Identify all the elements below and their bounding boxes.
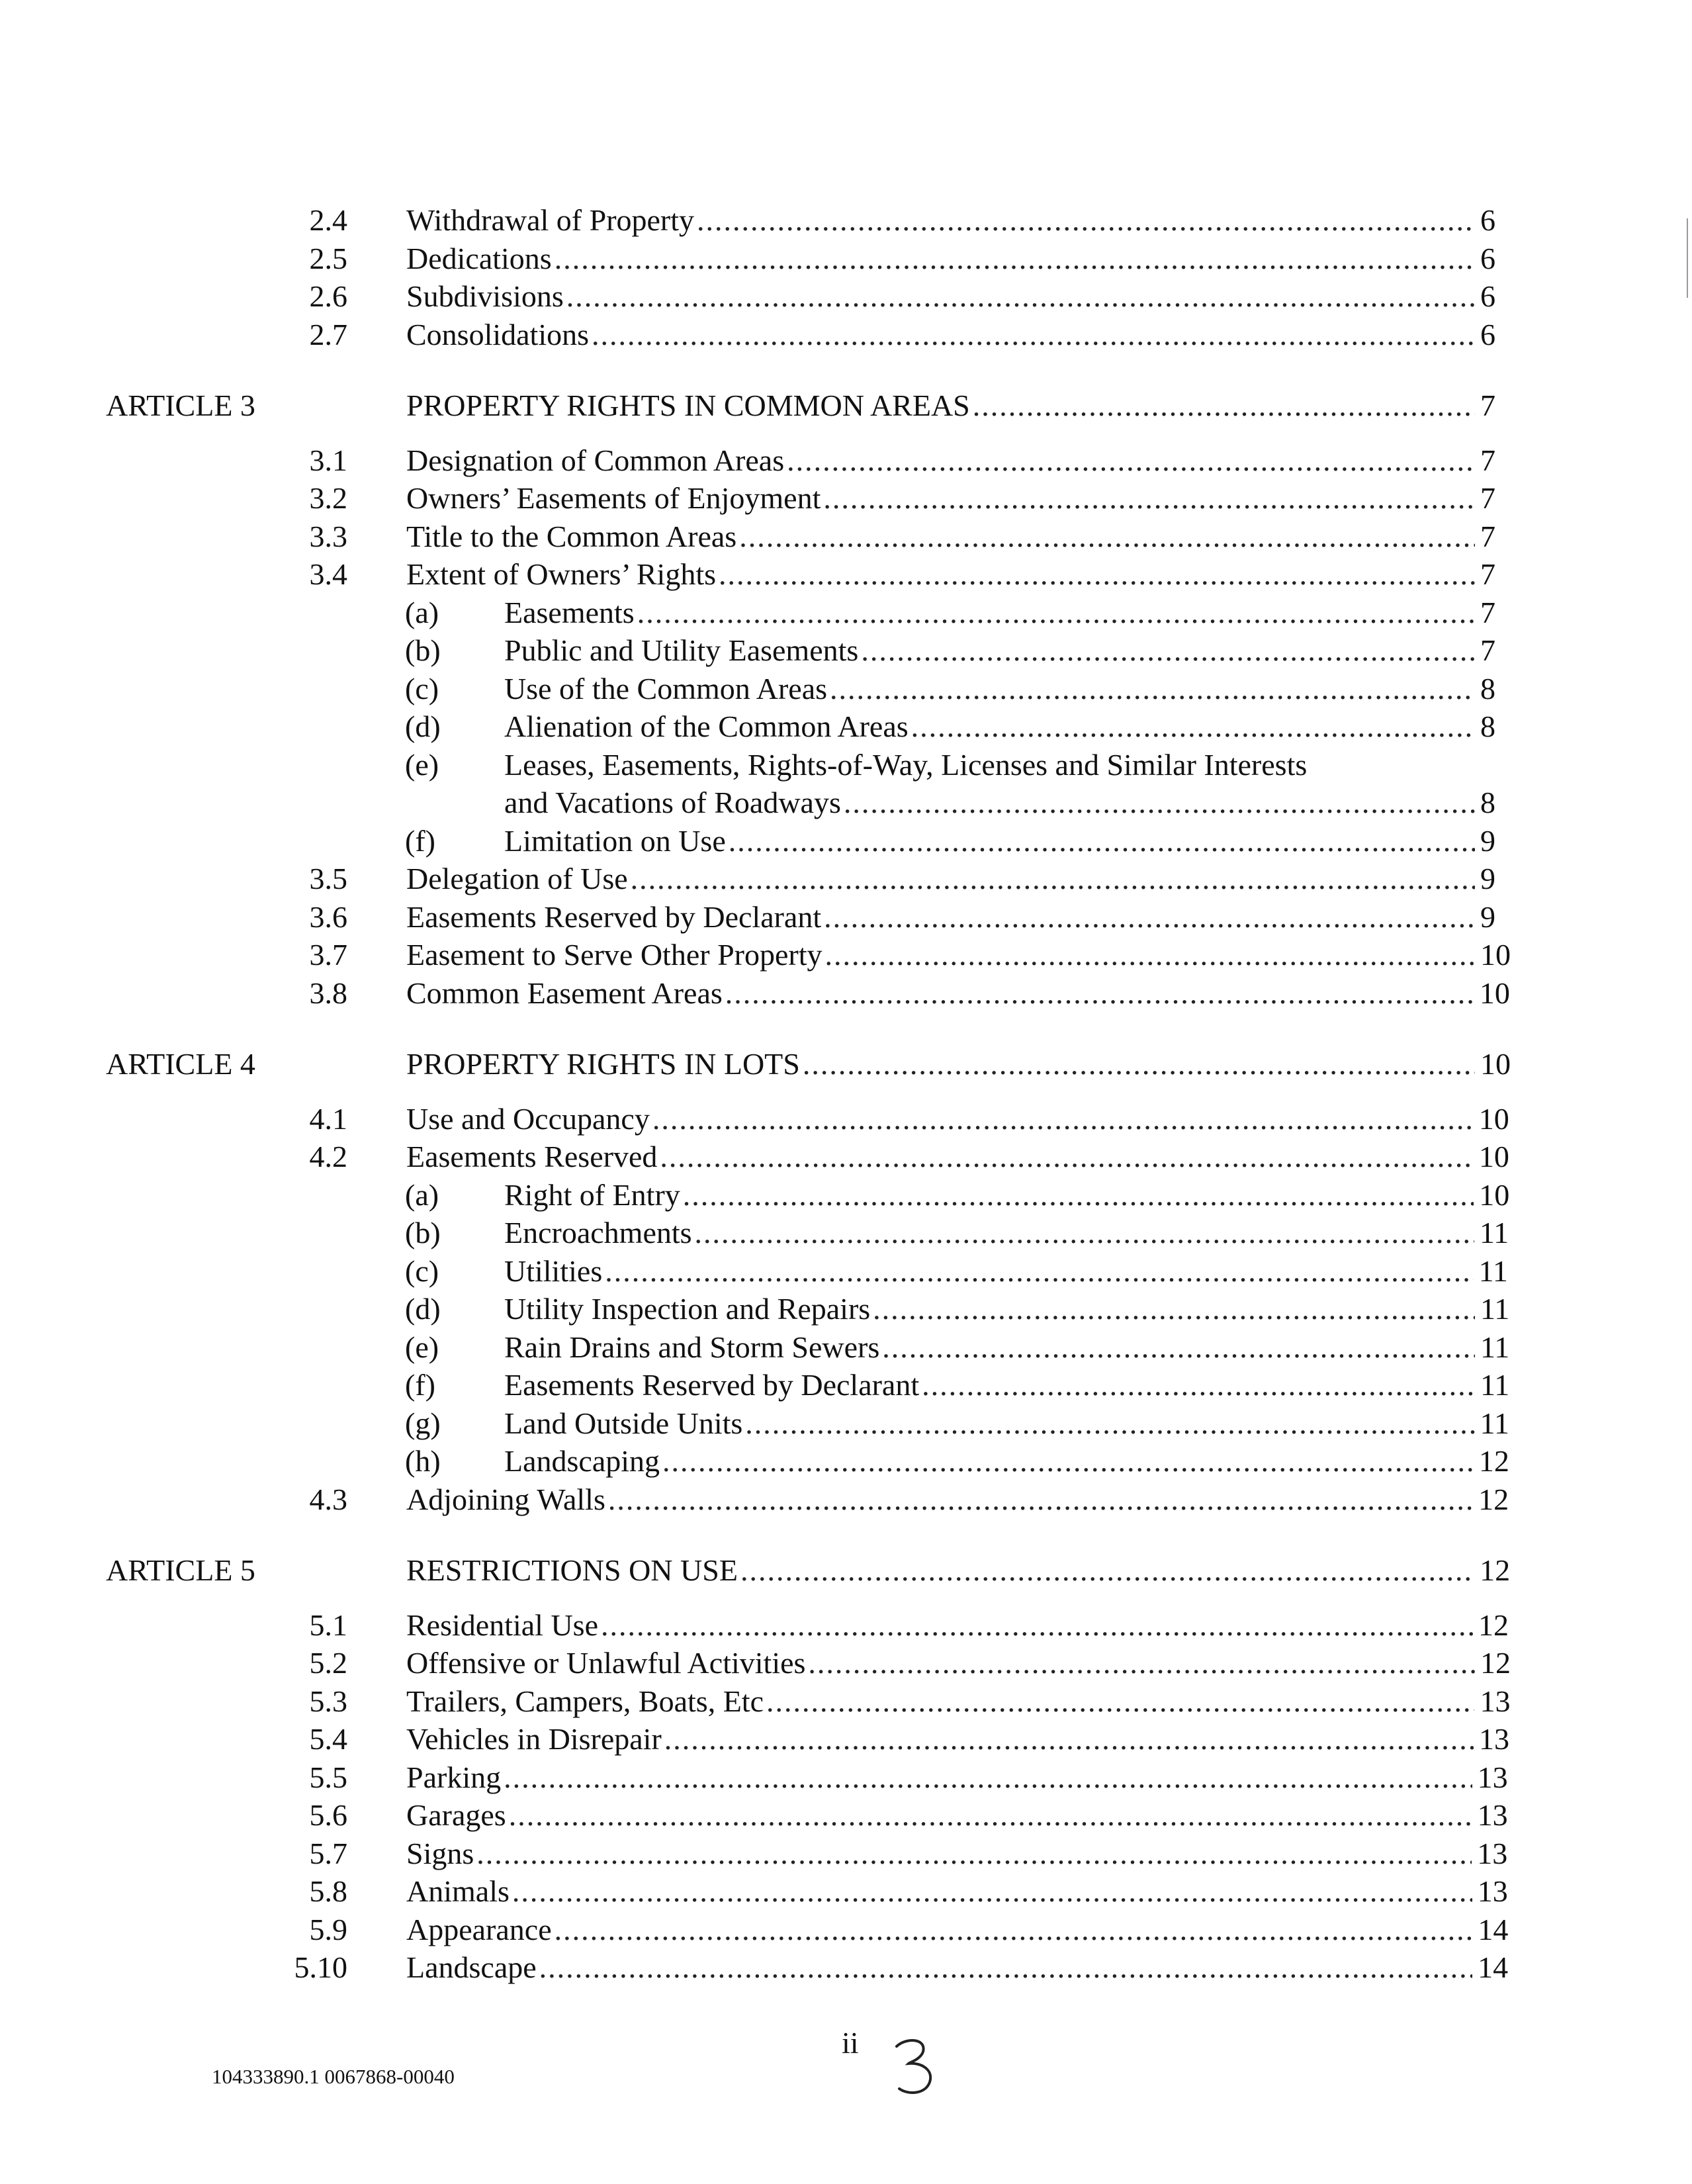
toc-entry-title: Easement to Serve Other Property (406, 938, 823, 972)
toc-entry-number: (h) (405, 1444, 441, 1478)
toc-entry-number: 3.7 (309, 938, 347, 972)
toc-entry-number: 3.5 (309, 862, 347, 895)
toc-section-row (0, 1758, 1692, 1797)
toc-entry-number: (e) (405, 1330, 439, 1364)
toc-entry-number: (b) (405, 1216, 441, 1250)
dot-leader (695, 1213, 1474, 1253)
toc-entry-page: 12 (1478, 1608, 1509, 1642)
toc-entry-title: Easements Reserved (406, 1140, 658, 1173)
toc-entry-page: 6 (1480, 241, 1495, 275)
toc-entry-title: Limitation on Use (504, 823, 726, 858)
toc-section-row (0, 315, 1692, 355)
toc-entry-page: 7 (1480, 557, 1495, 591)
toc-entry[interactable] (406, 1872, 1508, 1911)
toc-entry[interactable] (504, 1365, 1510, 1405)
toc-article-row (0, 1551, 1692, 1590)
toc-entry-page: 8 (1480, 671, 1495, 705)
toc-section-row (0, 974, 1692, 1013)
toc-entry-number: (d) (405, 709, 441, 743)
dot-leader (824, 935, 1475, 975)
toc-entry[interactable] (406, 517, 1495, 557)
dot-leader (861, 631, 1475, 670)
toc-subsection-row (0, 1175, 1692, 1215)
toc-entry-number: (d) (405, 1292, 441, 1326)
toc-entry[interactable] (504, 1404, 1509, 1443)
toc-entry-number: (f) (405, 1368, 435, 1402)
dot-leader (605, 1251, 1473, 1291)
toc-subsection-row (0, 1404, 1692, 1443)
toc-entry-number: 5.6 (309, 1798, 347, 1832)
toc-entry[interactable] (504, 669, 1495, 709)
toc-entry-page: 10 (1480, 938, 1511, 972)
toc-entry-page: 13 (1477, 1798, 1508, 1832)
toc-section-row (0, 1910, 1692, 1950)
toc-entry-title: RESTRICTIONS ON USE (406, 1553, 738, 1587)
toc-section-row (0, 239, 1692, 279)
toc-entry-page: 6 (1480, 317, 1495, 351)
toc-entry[interactable] (504, 1251, 1508, 1291)
toc-entry-page: 7 (1480, 595, 1495, 629)
toc-entry-page: 7 (1480, 481, 1495, 515)
dot-leader (803, 1044, 1475, 1084)
toc-section-row (0, 478, 1692, 518)
toc-entry-page: 9 (1480, 899, 1495, 934)
toc-entry[interactable] (504, 1328, 1510, 1367)
toc-entry-page: 12 (1480, 1646, 1511, 1680)
toc-entry-title: Right of Entry (504, 1177, 680, 1212)
toc-entry-number: 5.5 (309, 1760, 347, 1794)
document-id: 104333890.1 0067868-00040 (212, 2065, 455, 2088)
toc-entry-title: Residential Use (406, 1608, 598, 1642)
toc-entry[interactable] (406, 1643, 1511, 1683)
toc-article-row (0, 1044, 1692, 1084)
toc-entry[interactable] (504, 1441, 1509, 1481)
toc-entry[interactable] (406, 386, 1495, 426)
toc-entry-number: (e) (405, 747, 439, 782)
toc-entry[interactable] (406, 1719, 1509, 1759)
toc-article-row (0, 386, 1692, 426)
dot-leader (476, 1834, 1472, 1874)
toc-entry[interactable] (504, 593, 1495, 633)
dot-leader (662, 1441, 1474, 1481)
toc-entry-number: (g) (405, 1406, 441, 1440)
toc-entry-page: 12 (1478, 1444, 1509, 1478)
toc-entry[interactable] (406, 1796, 1508, 1835)
toc-entry-page: 11 (1480, 1368, 1510, 1402)
dot-leader (725, 974, 1474, 1013)
toc-entry-title: Parking (406, 1760, 502, 1794)
toc-section-row (0, 935, 1692, 975)
toc-entry-number: (b) (405, 633, 441, 667)
toc-entry-title: Consolidations (406, 317, 590, 351)
toc-entry-page: 10 (1479, 1177, 1510, 1212)
toc-entry-number: 5.2 (309, 1646, 347, 1680)
toc-entry-number: 2.6 (309, 279, 347, 313)
toc-entry-page: 11 (1480, 1406, 1509, 1440)
toc-subsection-row (0, 707, 1692, 747)
toc-subsection-row (0, 593, 1692, 633)
toc-entry-title: Withdrawal of Property (406, 203, 695, 237)
handwritten-page-mark (890, 2032, 943, 2098)
toc-subsection-row (0, 821, 1692, 861)
toc-entry-title: Animals (406, 1874, 510, 1908)
dot-leader (566, 277, 1475, 316)
toc-entry-number: 4.2 (309, 1140, 347, 1173)
toc-entry-page: 6 (1480, 203, 1495, 237)
toc-entry-page: 14 (1478, 1950, 1509, 1984)
toc-entry[interactable] (504, 821, 1495, 861)
toc-section-row (0, 1872, 1692, 1911)
toc-entry-title: and Vacations of Roadways (504, 786, 841, 819)
toc-entry-page: 7 (1480, 388, 1495, 422)
toc-entry-title: Public and Utility Easements (504, 633, 859, 667)
toc-entry-page: 7 (1480, 443, 1495, 477)
toc-entry[interactable] (504, 1175, 1510, 1215)
toc-section-row (0, 1682, 1692, 1721)
toc-entry-number: 3.1 (309, 443, 347, 477)
toc-entry-number: (a) (405, 595, 439, 629)
toc-entry[interactable] (504, 631, 1495, 670)
toc-entry-title: Easements Reserved by Declarant (504, 1368, 920, 1402)
toc-entry-number: 3.3 (309, 519, 347, 553)
toc-entry-page: 10 (1478, 1140, 1509, 1173)
toc-entry-title: Vehicles in Disrepair (406, 1722, 662, 1756)
toc-entry-title: Rain Drains and Storm Sewers (504, 1330, 880, 1364)
toc-entry-title: Appearance (406, 1912, 552, 1946)
toc-entry-page: 11 (1480, 1330, 1510, 1364)
toc-entry[interactable] (406, 1910, 1509, 1950)
toc-entry-number: 5.7 (309, 1836, 347, 1870)
dot-leader (973, 386, 1475, 426)
toc-subsection-row (0, 1213, 1692, 1253)
toc-entry-number: ARTICLE 4 (106, 1047, 255, 1081)
toc-entry-page: 11 (1479, 1216, 1509, 1250)
dot-leader (555, 1910, 1473, 1950)
toc-entry-page: 6 (1480, 279, 1495, 313)
dot-leader (664, 1719, 1474, 1759)
toc-entry-number: 3.2 (309, 481, 347, 515)
dot-leader (608, 1480, 1473, 1520)
dot-leader (740, 1551, 1474, 1590)
toc-entry-title: Designation of Common Areas (406, 443, 785, 477)
toc-entry-page: 9 (1480, 862, 1495, 895)
toc-subsection-row (0, 631, 1692, 670)
dot-leader (808, 1643, 1475, 1683)
dot-leader (601, 1606, 1473, 1645)
dot-leader (555, 239, 1475, 279)
toc-entry[interactable] (406, 1099, 1509, 1139)
toc-entry[interactable] (406, 1606, 1509, 1645)
toc-entry[interactable] (504, 1213, 1509, 1253)
toc-entry[interactable] (406, 315, 1495, 355)
toc-entry-number: 2.7 (309, 317, 347, 351)
toc-section-row (0, 277, 1692, 316)
dot-leader (637, 593, 1475, 633)
toc-section-row (0, 897, 1692, 937)
toc-entry-number: ARTICLE 5 (106, 1553, 255, 1587)
toc-entry-title: Utilities (504, 1253, 603, 1288)
toc-entry-number: (c) (405, 671, 439, 705)
toc-section-row (0, 859, 1692, 899)
toc-section-row (0, 1796, 1692, 1835)
toc-entry-page: 12 (1480, 1553, 1511, 1587)
toc-subsection-row (0, 1441, 1692, 1481)
toc-entry-number: (a) (405, 1177, 439, 1212)
toc-section-row (0, 517, 1692, 557)
toc-entry-title: Landscaping (504, 1444, 660, 1478)
toc-entry-title: Common Easement Areas (406, 976, 723, 1010)
toc-entry-page: 7 (1480, 519, 1495, 553)
toc-entry-title: Offensive or Unlawful Activities (406, 1646, 806, 1680)
toc-entry[interactable] (406, 935, 1511, 975)
toc-entry-number: 3.4 (309, 557, 347, 591)
toc-entry-number: (f) (405, 823, 435, 858)
toc-section-row (0, 441, 1692, 480)
toc-entry-title: Use and Occupancy (406, 1101, 650, 1136)
toc-entry-title: Use of the Common Areas (504, 671, 828, 705)
toc-entry-page: 13 (1477, 1836, 1508, 1870)
toc-entry-page: 10 (1480, 1047, 1511, 1081)
toc-entry-title-line1: Leases, Easements, Rights-of-Way, Licenses and Similar Interests (504, 747, 1308, 782)
toc-entry-number: 5.4 (309, 1722, 347, 1756)
dot-leader (911, 707, 1475, 747)
dot-leader (697, 201, 1475, 240)
toc-entry-page: 10 (1478, 1101, 1509, 1136)
dot-leader (873, 1289, 1475, 1329)
scan-edge-mark (1685, 218, 1689, 298)
toc-entry-page: 8 (1480, 786, 1495, 819)
toc-entry-number: ARTICLE 3 (106, 388, 255, 422)
toc-entry[interactable] (406, 277, 1495, 316)
toc-entry[interactable] (406, 441, 1495, 480)
toc-entry-number: 4.3 (309, 1482, 347, 1516)
toc-entry-title: Dedications (406, 241, 552, 275)
toc-section-row (0, 1719, 1692, 1759)
toc-entry-page: 13 (1480, 1684, 1511, 1718)
toc-section-row (0, 555, 1692, 594)
toc-entry[interactable] (406, 897, 1495, 937)
dot-leader (766, 1682, 1474, 1721)
toc-entry-title: Utility Inspection and Repairs (504, 1292, 871, 1326)
toc-entry-page: 14 (1478, 1912, 1509, 1946)
toc-section-row (0, 1834, 1692, 1874)
toc-entry-title: Signs (406, 1836, 474, 1870)
toc-entry[interactable] (504, 1289, 1510, 1329)
toc-subsection-row (0, 745, 1692, 819)
toc-entry-title: Extent of Owners’ Rights (406, 557, 717, 591)
toc-entry-page: 13 (1477, 1874, 1508, 1908)
toc-entry-number: 2.4 (309, 203, 347, 237)
toc-entry-page: 9 (1480, 823, 1495, 858)
toc-section-row (0, 1948, 1692, 1987)
toc-subsection-row (0, 1289, 1692, 1329)
dot-leader (592, 315, 1475, 355)
toc-entry[interactable] (504, 707, 1495, 747)
toc-entry-number: 5.9 (309, 1912, 347, 1946)
toc-entry-number: (c) (405, 1253, 439, 1288)
toc-entry-number: 2.5 (309, 241, 347, 275)
dot-leader (882, 1328, 1475, 1367)
toc-entry-title: PROPERTY RIGHTS IN COMMON AREAS (406, 388, 970, 422)
toc-entry-title: Easements Reserved by Declarant (406, 899, 822, 934)
toc-entry[interactable] (406, 1682, 1511, 1721)
toc-entry-title: Encroachments (504, 1216, 692, 1250)
toc-entry-title: Owners’ Easements of Enjoyment (406, 481, 821, 515)
toc-entry-page: 10 (1479, 976, 1510, 1010)
dot-leader (824, 897, 1475, 937)
dot-leader (844, 783, 1475, 823)
dot-leader (745, 1404, 1474, 1443)
toc-entry-number: 5.8 (309, 1874, 347, 1908)
toc-subsection-row (0, 1251, 1692, 1291)
toc-section-row (0, 1643, 1692, 1683)
toc-entry[interactable] (406, 201, 1495, 240)
toc-entry[interactable] (406, 555, 1495, 594)
toc-section-row (0, 1606, 1692, 1645)
toc-entry-title: Adjoining Walls (406, 1482, 605, 1516)
toc-entry-page: 11 (1478, 1253, 1508, 1288)
dot-leader (683, 1175, 1474, 1215)
dot-leader (823, 478, 1475, 518)
toc-entry-number: 3.6 (309, 899, 347, 934)
toc-subsection-row (0, 669, 1692, 709)
toc-entry-title: Landscape (406, 1950, 537, 1984)
toc-entry-title: Garages (406, 1798, 506, 1832)
toc-entry-number: 5.1 (309, 1608, 347, 1642)
toc-entry-page: 12 (1478, 1482, 1509, 1516)
toc-entry[interactable] (406, 1758, 1508, 1797)
toc-entry-number: 3.8 (309, 976, 347, 1010)
dot-leader (652, 1099, 1474, 1139)
toc-entry[interactable] (406, 239, 1495, 279)
toc-entry[interactable] (406, 974, 1510, 1013)
toc-subsection-row (0, 1365, 1692, 1405)
toc-section-row (0, 1099, 1692, 1139)
toc-section-row (0, 1480, 1692, 1520)
toc-entry-title: Alienation of the Common Areas (504, 709, 909, 743)
toc-entry-page: 7 (1480, 633, 1495, 667)
toc-subsection-row (0, 1328, 1692, 1367)
toc-entry-title: Delegation of Use (406, 862, 628, 895)
page-number: ii (842, 2026, 859, 2060)
toc-entry-number: 5.10 (294, 1950, 347, 1984)
toc-entry-page: 11 (1480, 1292, 1510, 1326)
toc-entry[interactable] (504, 783, 1495, 823)
toc-entry-number: 5.3 (309, 1684, 347, 1718)
toc-entry-page: 13 (1478, 1722, 1509, 1756)
toc-entry[interactable] (406, 1480, 1509, 1520)
toc-entry[interactable] (406, 1137, 1509, 1177)
dot-leader (787, 441, 1475, 480)
dot-leader (922, 1365, 1475, 1405)
dot-leader (512, 1872, 1472, 1911)
toc-entry-title: Land Outside Units (504, 1406, 743, 1440)
toc-entry[interactable] (406, 859, 1495, 899)
dot-leader (509, 1796, 1472, 1835)
toc-entry[interactable] (406, 1834, 1508, 1874)
toc-entry-title: Easements (504, 595, 635, 629)
toc-entry[interactable] (406, 478, 1495, 518)
toc-entry[interactable] (406, 1948, 1509, 1987)
dot-leader (739, 517, 1475, 557)
dot-leader (719, 555, 1475, 594)
toc-entry-title: Title to the Common Areas (406, 519, 737, 553)
dot-leader (830, 669, 1475, 709)
toc-entry[interactable] (406, 1551, 1511, 1590)
dot-leader (660, 1137, 1474, 1177)
dot-leader (631, 859, 1475, 899)
toc-entry-page: 13 (1477, 1760, 1508, 1794)
dot-leader (729, 821, 1475, 861)
toc-entry-title: PROPERTY RIGHTS IN LOTS (406, 1047, 800, 1081)
toc-entry[interactable] (406, 1044, 1511, 1084)
toc-section-row (0, 201, 1692, 240)
toc-entry-title: Subdivisions (406, 279, 564, 313)
toc-section-row (0, 1137, 1692, 1177)
toc-entry-page: 8 (1480, 709, 1495, 743)
dot-leader (539, 1948, 1472, 1987)
toc-entry-number: 4.1 (309, 1101, 347, 1136)
toc-entry-title: Trailers, Campers, Boats, Etc (406, 1684, 764, 1718)
dot-leader (504, 1758, 1472, 1797)
